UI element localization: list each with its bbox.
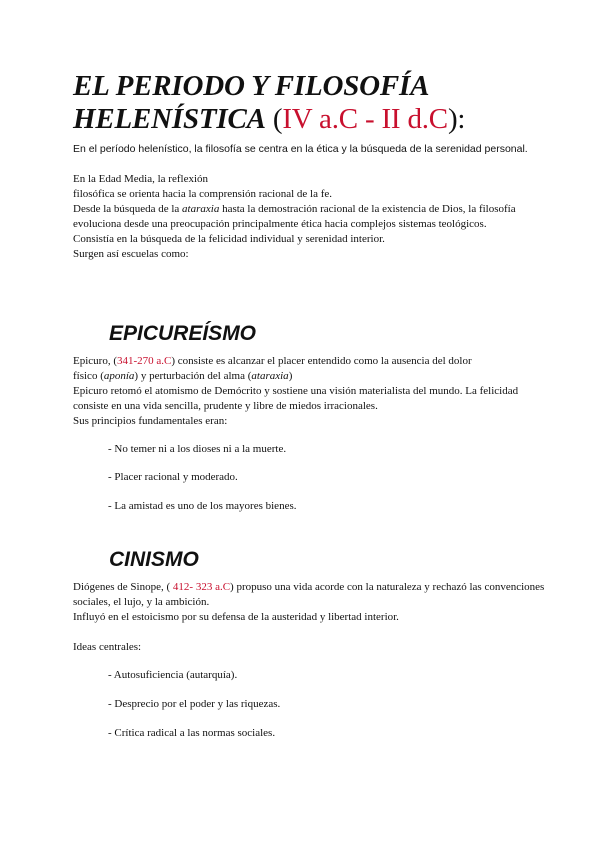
cinismo-line-1 xyxy=(73,580,551,610)
epicuro-line-2-post: ) xyxy=(288,370,293,382)
epicureismo-paragraph xyxy=(73,354,551,429)
epicureismo-heading: EPICUREÍSMO xyxy=(109,322,257,345)
aponia-term: aponía xyxy=(103,370,135,382)
epicuro-line-3: Epicuro retomó el atomismo de Demócrito y sostiene una visión materialista del mundo. La felicidad consiste en una vida sencilla, prudente y libre de miedos irracionales. xyxy=(73,385,519,412)
intro-paragraph xyxy=(73,172,551,262)
intro-line-4 xyxy=(73,202,551,232)
cinismo-bullet-2: - Desprecio por el poder y las riquezas. xyxy=(108,698,281,710)
intro-line-4-pre: Desde la búsqueda de la xyxy=(73,203,183,215)
intro-line-1: En el período helenístico, la filosofía se centra en la ética y la búsqueda de la serenidad personal. xyxy=(73,143,528,155)
title-date-range: IV a.C - II d.C xyxy=(282,103,448,135)
title-paren-open: ( xyxy=(265,103,283,135)
epicuro-dates: 341-270 a.C xyxy=(116,355,172,367)
cinismo-line-1-pre: Diógenes de Sinope, ( xyxy=(73,581,171,593)
epicuro-line-1-post: ) consiste es alcanzar el placer entendido como la ausencia del dolor xyxy=(171,355,472,367)
epicureismo-bullet-3: - La amistad es uno de los mayores bienes. xyxy=(108,500,297,512)
title-paren-close: ): xyxy=(447,103,466,135)
epicuro-line-4: Sus principios fundamentales eran: xyxy=(73,415,228,427)
epicuro-line-2-pre: físico ( xyxy=(73,370,104,382)
diogenes-dates: 412- 323 a.C xyxy=(170,581,231,593)
cinismo-line-2: Influyó en el estoicismo por su defensa de la austeridad y libertad interior. xyxy=(73,611,399,623)
ideas-centrales-label: Ideas centrales: xyxy=(73,641,142,653)
epicuro-line-2 xyxy=(73,369,551,384)
cinismo-bullet-1: - Autosuficiencia (autarquía). xyxy=(108,669,238,681)
epicuro-line-1-pre: Epicuro, ( xyxy=(73,355,117,367)
cinismo-bullet-3: - Crítica radical a las normas sociales. xyxy=(108,727,276,739)
cinismo-line-1-post: ) propuso una vida acorde con la naturaleza y rechazó las convenciones sociales, el lujo, y la ambición. xyxy=(73,581,545,608)
epicuro-line-1 xyxy=(73,354,551,369)
intro-line-5: Consistía en la búsqueda de la felicidad individual y serenidad interior. xyxy=(73,233,385,245)
epicuro-line-2-mid: ) y perturbación del alma ( xyxy=(134,370,252,382)
intro-paragraph-sans xyxy=(73,142,543,157)
page-title-text: EL PERIODO Y FILOSOFÍA HELENÍSTICA xyxy=(73,70,428,135)
ataraxia-term-2: ataraxia xyxy=(251,370,289,382)
intro-line-4-post: hasta la demostración racional de la existencia de Dios, la filosofía evoluciona desde una preocupación principalmente ética hacia complejos sistemas teológicos. xyxy=(73,203,516,230)
cinismo-heading: CINISMO xyxy=(109,548,199,571)
intro-line-6: Surgen así escuelas como: xyxy=(73,248,189,260)
epicureismo-bullet-2: - Placer racional y moderado. xyxy=(108,471,238,483)
intro-line-3: filosófica se orienta hacia la comprensión racional de la fe. xyxy=(73,188,332,200)
intro-line-2: En la Edad Media, la reflexión xyxy=(73,173,209,185)
page-title xyxy=(73,70,553,136)
cinismo-paragraph xyxy=(73,580,551,625)
ataraxia-term: ataraxia xyxy=(182,203,220,215)
epicureismo-bullet-1: - No temer ni a los dioses ni a la muerte. xyxy=(108,443,287,455)
